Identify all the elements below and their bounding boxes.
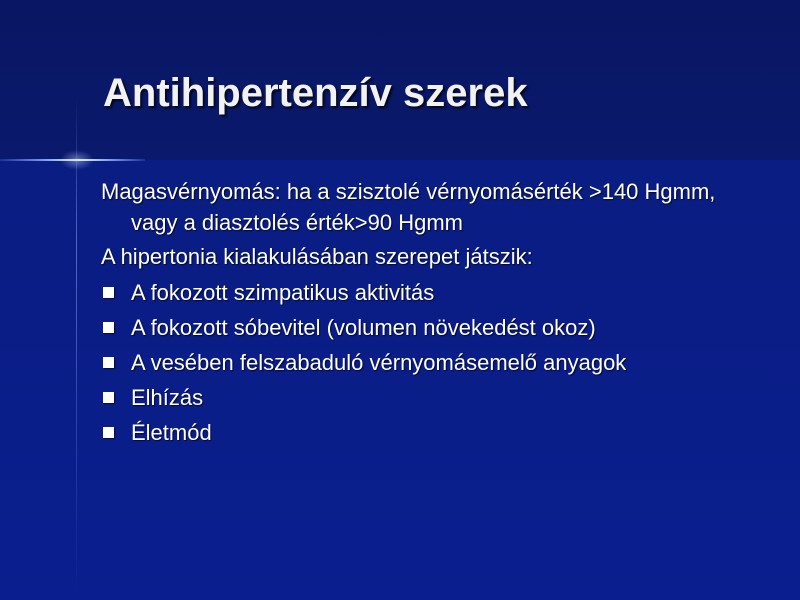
definition-line-2: vagy a diasztolés érték>90 Hgmm bbox=[131, 210, 463, 235]
accent-glow bbox=[60, 150, 94, 170]
square-bullet-icon bbox=[103, 322, 114, 333]
square-bullet-icon bbox=[103, 357, 114, 368]
slide-title: Antihipertenzív szerek bbox=[103, 71, 528, 115]
definition-paragraph bbox=[101, 176, 781, 238]
square-bullet-icon bbox=[103, 287, 114, 298]
bullet-text: Életmód bbox=[131, 420, 212, 445]
bullet-text: A fokozott szimpatikus aktivitás bbox=[131, 280, 435, 305]
bullet-text: A vesében felszabaduló vérnyomásemelő anyagok bbox=[131, 350, 627, 375]
accent-vertical-line bbox=[76, 96, 77, 596]
bullet-text: Elhízás bbox=[131, 385, 204, 410]
square-bullet-icon bbox=[103, 392, 114, 403]
square-bullet-icon bbox=[103, 427, 114, 438]
list-item bbox=[101, 380, 781, 415]
list-item bbox=[101, 275, 781, 310]
slide-body bbox=[101, 176, 781, 450]
bullet-list bbox=[101, 275, 781, 450]
definition-line-1: Magasvérnyomás: ha a szisztolé vérnyomásérték >140 Hgmm, bbox=[101, 179, 716, 204]
intro-paragraph: A hipertonia kialakulásában szerepet játszik: bbox=[101, 244, 533, 269]
bullet-text: A fokozott sóbevitel (volumen növekedést okoz) bbox=[131, 315, 596, 340]
list-item bbox=[101, 310, 781, 345]
list-item bbox=[101, 345, 781, 380]
list-item bbox=[101, 415, 781, 450]
